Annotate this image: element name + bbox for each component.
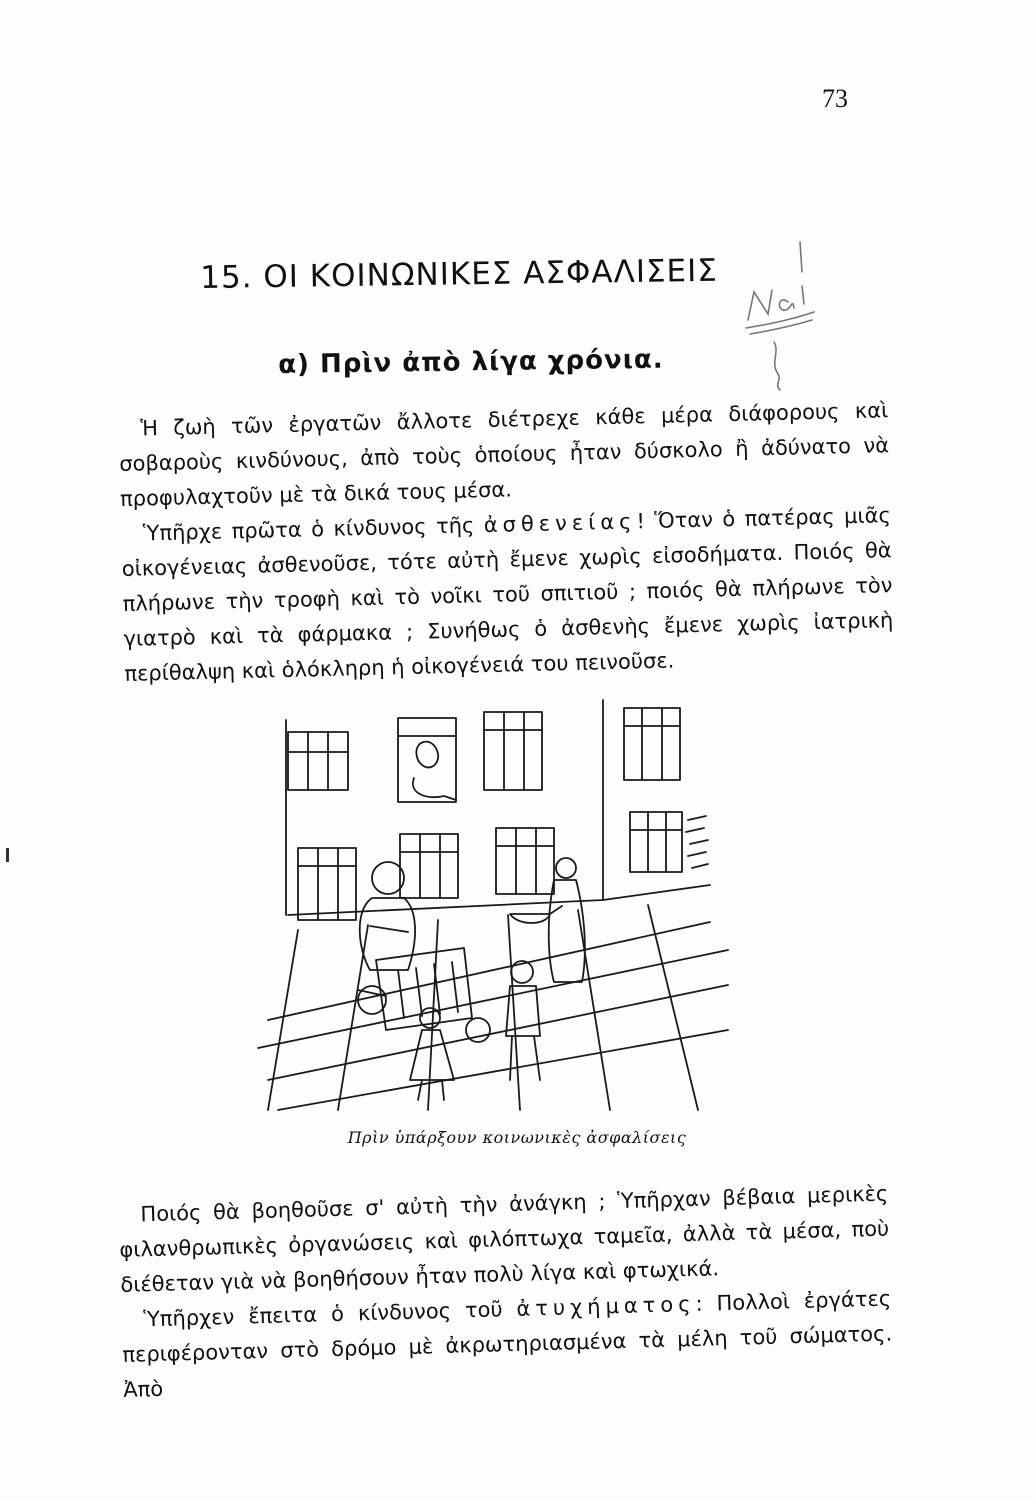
paragraph-sickness-danger: [121, 498, 895, 692]
paragraph-text: : Πολλοὶ ἐργάτες περιφέρονταν στὸ δρόμο μὲ ἀκρωτηριασμένα τὰ μέλη τοῦ σώματος. Ἀπὸ: [122, 1286, 893, 1402]
paragraph-charity: Ποιός θὰ βοηθοῦσε σ' αὐτὴ τὴν ἀνάγκη ; Ὑπῆρχαν βέβαια μερικὲς φιλανθρωπικὲς ὀργανώσεις καὶ φιλόπτωχα ταμεῖα, ἀλλὰ τὰ μέσα, ποὺ διέθεταν γιὰ νὰ βοηθήσουν ἦταν πολὺ λίγα καὶ φτωχικά.: [119, 1181, 890, 1297]
emphasized-word: ἀτυχήματος: [516, 1291, 696, 1321]
illustration-caption: Πρὶν ὑπάρξουν κοινωνικὲς ἀσφαλίσεις: [347, 1128, 687, 1147]
margin-mark: [6, 848, 9, 862]
paragraph-workers-dangers: Ἡ ζωὴ τῶν ἐργατῶν ἄλλοτε διέτρεχε κάθε μέρα διάφορους καὶ σοβαροὺς κινδύνους, ἀπὸ τοὺς ὁποίους ἦταν δύσκολο ἢ ἀδύνατο νὰ προφυλαχτοῦν μὲ τὰ δικά τους μέσα.: [118, 398, 890, 511]
body-text-bottom: [118, 1177, 894, 1408]
chapter-title: 15. ΟΙ ΚΟΙΝΩΝΙΚΕΣ ΑΣΦΑΛΙΣΕΙΣ: [200, 252, 719, 296]
paragraph-text: Ὑπῆρχεν ἔπειτα ὁ κίνδυνος τοῦ: [143, 1296, 517, 1332]
handwritten-note-pencil: [540, 32, 830, 392]
handwritten-note-text: Ναι: [540, 32, 542, 33]
paragraph-text: Ὑπῆρχε πρῶτα ὁ κίνδυνος τῆς: [142, 513, 485, 546]
section-title: α) Πρὶν ἀπὸ λίγα χρόνια.: [278, 344, 664, 380]
emphasized-word: ἀσθενείας: [483, 509, 637, 538]
page-number: 73: [822, 84, 848, 113]
organ-grinder-courtyard-illustration: [258, 700, 728, 1120]
paragraph-accident-danger: [121, 1281, 894, 1407]
body-text-top: [118, 393, 895, 692]
paragraph-text: ! Ὅταν ὁ πατέρας μιᾶς οἰκογένειας ἀσθενοῦσε, τότε αὐτὴ ἔμενε χωρὶς εἰσοδήματα. Ποιός θὰ πλήρωνε τὴν τροφὴ καὶ τὸ νοῖκι τοῦ σπιτιοῦ ; ποιός θὰ πλήρωνε τὸν γιατρὸ καὶ τὰ φάρμακα ; Συνήθως ὁ ἀσθενὴς ἔμενε χωρὶς ἰατρικὴ περίθαλψη καὶ ὁλόκληρη ἡ οἰκογένειά του πεινοῦσε.: [121, 503, 894, 686]
